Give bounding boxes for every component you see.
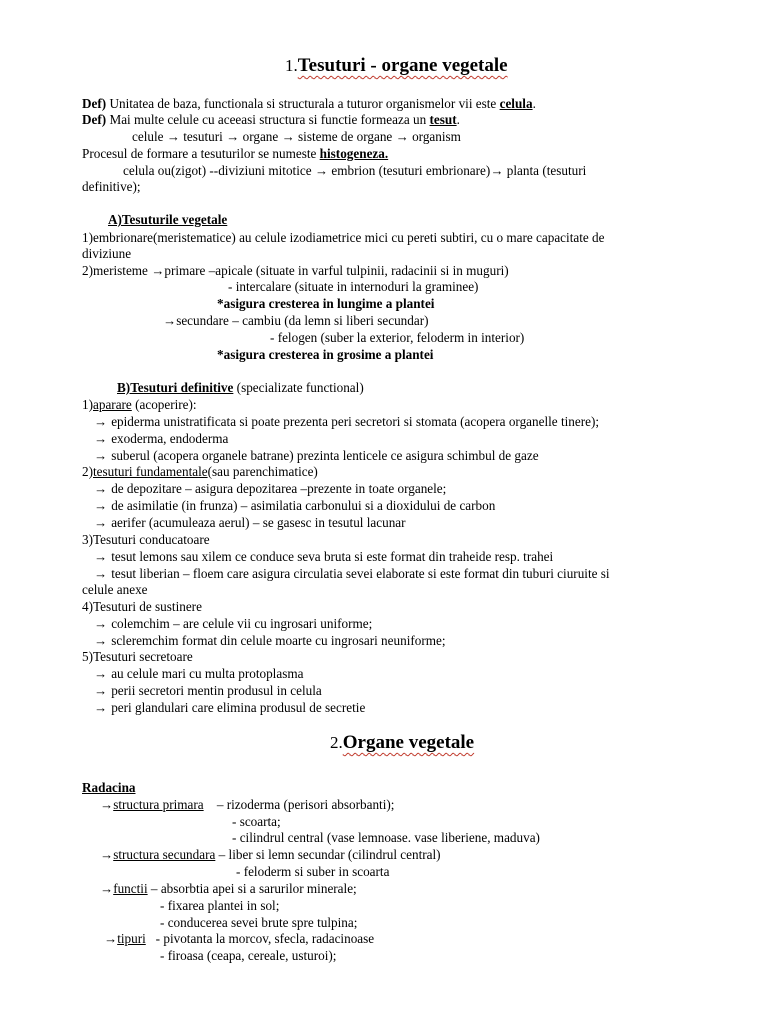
text-line: →structura primara – rizoderma (perisori absorbanti); [100, 797, 395, 812]
arrow-right-icon: → [151, 263, 165, 278]
text-line: - firoasa (ceapa, cereale, usturoi); [160, 948, 337, 963]
text-line: 5)Tesuturi secretoare [82, 649, 193, 664]
text-line: 4)Tesuturi de sustinere [82, 599, 202, 614]
text-line: celule anexe [82, 582, 148, 597]
text-line: 2)tesuturi fundamentale(sau parenchimatice) [82, 464, 318, 479]
subsection-heading: B)Tesuturi definitive (specializate functional) [117, 380, 364, 395]
arrow-right-icon: → [94, 498, 108, 513]
text-line: - conducerea sevei brute spre tulpina; [160, 915, 358, 930]
list-item: → epiderma unistratificata si poate prezenta peri secretori si stomata (acopera organelle tinere); [94, 414, 600, 429]
list-item: → au celule mari cu multa protoplasma [94, 666, 304, 681]
text-line: 1)aparare (acoperire): [82, 397, 197, 412]
text-line: *asigura cresterea in grosime a plantei [217, 347, 434, 362]
text-line: *asigura cresterea in lungime a plantei [217, 296, 435, 311]
arrow-right-icon: → [94, 566, 108, 581]
text-line: - felogen (suber la exterior, feloderm in interior) [270, 330, 525, 345]
arrow-right-icon: → [94, 683, 108, 698]
arrow-right-icon: → [104, 931, 118, 946]
list-item: → tesut liberian – floem care asigura circulatia sevei elaborate si este format din tuburi ciuruite si [94, 566, 610, 581]
section-title-1 [285, 57, 508, 74]
arrow-right-icon: → [395, 129, 409, 144]
arrow-right-icon: → [281, 129, 295, 144]
list-item: → de depozitare – asigura depozitarea –prezente in toate organele; [94, 481, 447, 496]
organization-chain: celule → tesuturi → organe → sisteme de organe → organism [132, 129, 461, 144]
arrow-right-icon: → [94, 616, 108, 631]
definition-line: Def) Mai multe celule cu aceeasi structura si functie formeaza un tesut. [82, 112, 460, 127]
arrow-right-icon: → [163, 313, 177, 328]
arrow-right-icon: → [100, 881, 114, 896]
text-line: →secundare – cambiu (da lemn si liberi secundar) [163, 313, 429, 328]
text-line: - cilindrul central (vase lemnoase. vase liberiene, maduva) [232, 830, 540, 845]
definition-line: Def) Unitatea de baza, functionala si structurala a tuturor organismelor vii este celula. [82, 96, 536, 111]
text-line: 1)embrionare(meristematice) au celule izodiametrice mici cu pereti subtiri, cu o mare capacitate de [82, 230, 605, 245]
text-line: 3)Tesuturi conducatoare [82, 532, 210, 547]
section-heading: Tesuturi - organe vegetale [297, 55, 508, 76]
section-title-2 [330, 734, 474, 751]
arrow-right-icon: → [94, 431, 108, 446]
text-line: - fixarea plantei in sol; [160, 898, 280, 913]
arrow-right-icon: → [100, 797, 114, 812]
arrow-right-icon: → [94, 448, 108, 463]
section-number: 1. [285, 56, 298, 75]
list-item: → suberul (acopera organele batrane) prezinta lenticele ce asigura schimbul de gaze [94, 448, 539, 463]
list-item: → de asimilatie (in frunza) – asimilatia carbonului si a dioxidului de carbon [94, 498, 496, 513]
arrow-right-icon: → [226, 129, 240, 144]
text-line: - scoarta; [232, 814, 281, 829]
arrow-right-icon: → [94, 481, 108, 496]
text-line: - feloderm si suber in scoarta [236, 864, 390, 879]
section-number: 2. [330, 733, 343, 752]
section-heading: Organe vegetale [342, 732, 475, 753]
list-item: → colemchim – are celule vii cu ingrosari uniforme; [94, 616, 373, 631]
list-item: → scleremchim format din celule moarte cu ingrosari neuniforme; [94, 633, 446, 648]
subsection-heading: Radacina [82, 780, 136, 795]
arrow-right-icon: → [94, 549, 108, 564]
text-line: →functii – absorbtia apei si a sarurilor minerale; [100, 881, 357, 896]
list-item: → aerifer (acumuleaza aerul) – se gasesc in tesutul lacunar [94, 515, 406, 530]
subsection-heading: A)Tesuturile vegetale [108, 212, 228, 227]
arrow-right-icon: → [94, 515, 108, 530]
arrow-right-icon: → [94, 633, 108, 648]
arrow-right-icon: → [490, 163, 504, 178]
text-line: 2)meristeme →primare –apicale (situate in varful tulpinii, radacinii si in muguri) [82, 263, 509, 278]
text-line: →tipuri - pivotanta la morcov, sfecla, radacinoase [104, 931, 375, 946]
text-line: - intercalare (situate in internoduri la graminee) [228, 279, 479, 294]
text-line: celula ou(zigot) --diviziuni mitotice → embrion (tesuturi embrionare)→ planta (tesuturi [123, 163, 587, 178]
arrow-right-icon: → [100, 847, 114, 862]
text-line: Procesul de formare a tesuturilor se numeste histogeneza. [82, 146, 389, 161]
list-item: → tesut lemons sau xilem ce conduce seva bruta si este format din traheide resp. trahei [94, 549, 554, 564]
list-item: → exoderma, endoderma [94, 431, 229, 446]
arrow-right-icon: → [94, 700, 108, 715]
arrow-right-icon: → [314, 163, 329, 178]
arrow-right-icon: → [94, 414, 108, 429]
arrow-right-icon: → [166, 129, 180, 144]
arrow-right-icon: → [94, 666, 108, 681]
text-line: →structura secundara – liber si lemn secundar (cilindrul central) [100, 847, 441, 862]
text-line: definitive); [82, 179, 141, 194]
text-line: diviziune [82, 246, 132, 261]
list-item: → perii secretori mentin produsul in celula [94, 683, 322, 698]
list-item: → peri glandulari care elimina produsul de secretie [94, 700, 366, 715]
